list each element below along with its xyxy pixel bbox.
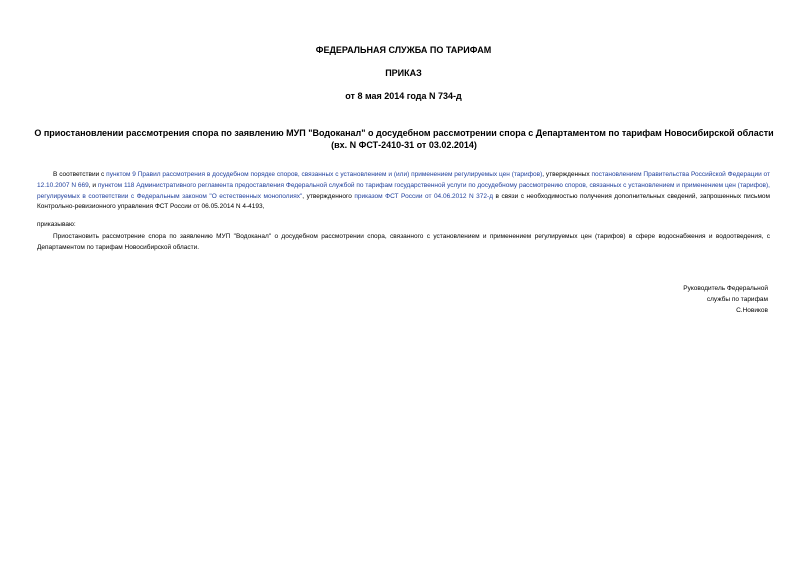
document-title [30, 127, 778, 151]
link-government-decree[interactable]: постановлением Правительства Российской Федерации от 12.10.2007 N 669 [37, 171, 771, 189]
order-paragraph: Приостановить рассмотрение спора по заявлению МУП "Водоканал" о досудебном рассмотрении спора, связанного с установлением и применением регулируемых цен (тарифов) в сфере водоснабжения и водоотведения, с Департаментом по тарифам Новосибирской области. [37, 233, 770, 251]
preamble-text-2: , утвержденных [542, 171, 592, 178]
signature-name: С.Новиков [736, 307, 768, 314]
title-line-2: (вх. N ФСТ-2410-31 от 03.02.2014) [331, 140, 477, 150]
link-fst-order[interactable]: приказом ФСТ России от 04.06.2012 N 372-д [354, 192, 493, 200]
signature-position-line-2: службы по тарифам [706, 296, 768, 303]
agency-name: ФЕДЕРАЛЬНАЯ СЛУЖБА ПО ТАРИФАМ [315, 45, 492, 55]
preamble-text-5: в связи с необходимостью получения дополнительных сведений, запрошенных письмом Контрольно-ревизионного управления ФСТ России от 06.05.2014 N 4-4193, [37, 192, 770, 211]
order-word: приказываю: [37, 221, 76, 228]
signature-position-line-1: Руководитель Федеральной [683, 285, 768, 292]
link-rules-point-9[interactable]: пунктом 9 Правил рассмотрения в досудебном порядке споров, связанных с установлением и (или) применением регулируемых цен (тарифов) [106, 171, 543, 178]
preamble-paragraph [37, 170, 770, 213]
signature-block [568, 283, 768, 316]
preamble-text-3: , и [88, 181, 98, 189]
document-date-number: от 8 мая 2014 года N 734-д [345, 91, 462, 101]
link-regulation-point-118[interactable]: пунктом 118 Административного регламента предоставления Федеральной службой по тарифам государственной услуги по досудебному рассмотрению споров, связанных с установлением и применением цен (тарифов), регулируемых в соответствии с Федеральным законом "О естественных монополиях" [37, 181, 770, 200]
preamble-text-4: , утвержденного [302, 192, 355, 200]
document-type: ПРИКАЗ [385, 68, 422, 78]
title-line-1: О приостановлении рассмотрения спора по заявлению МУП "Водоканал" о досудебном рассмотрении спора с Департаментом по тарифам Новосибирской области [34, 128, 774, 138]
preamble-text-1: В соответствии с [53, 171, 107, 178]
